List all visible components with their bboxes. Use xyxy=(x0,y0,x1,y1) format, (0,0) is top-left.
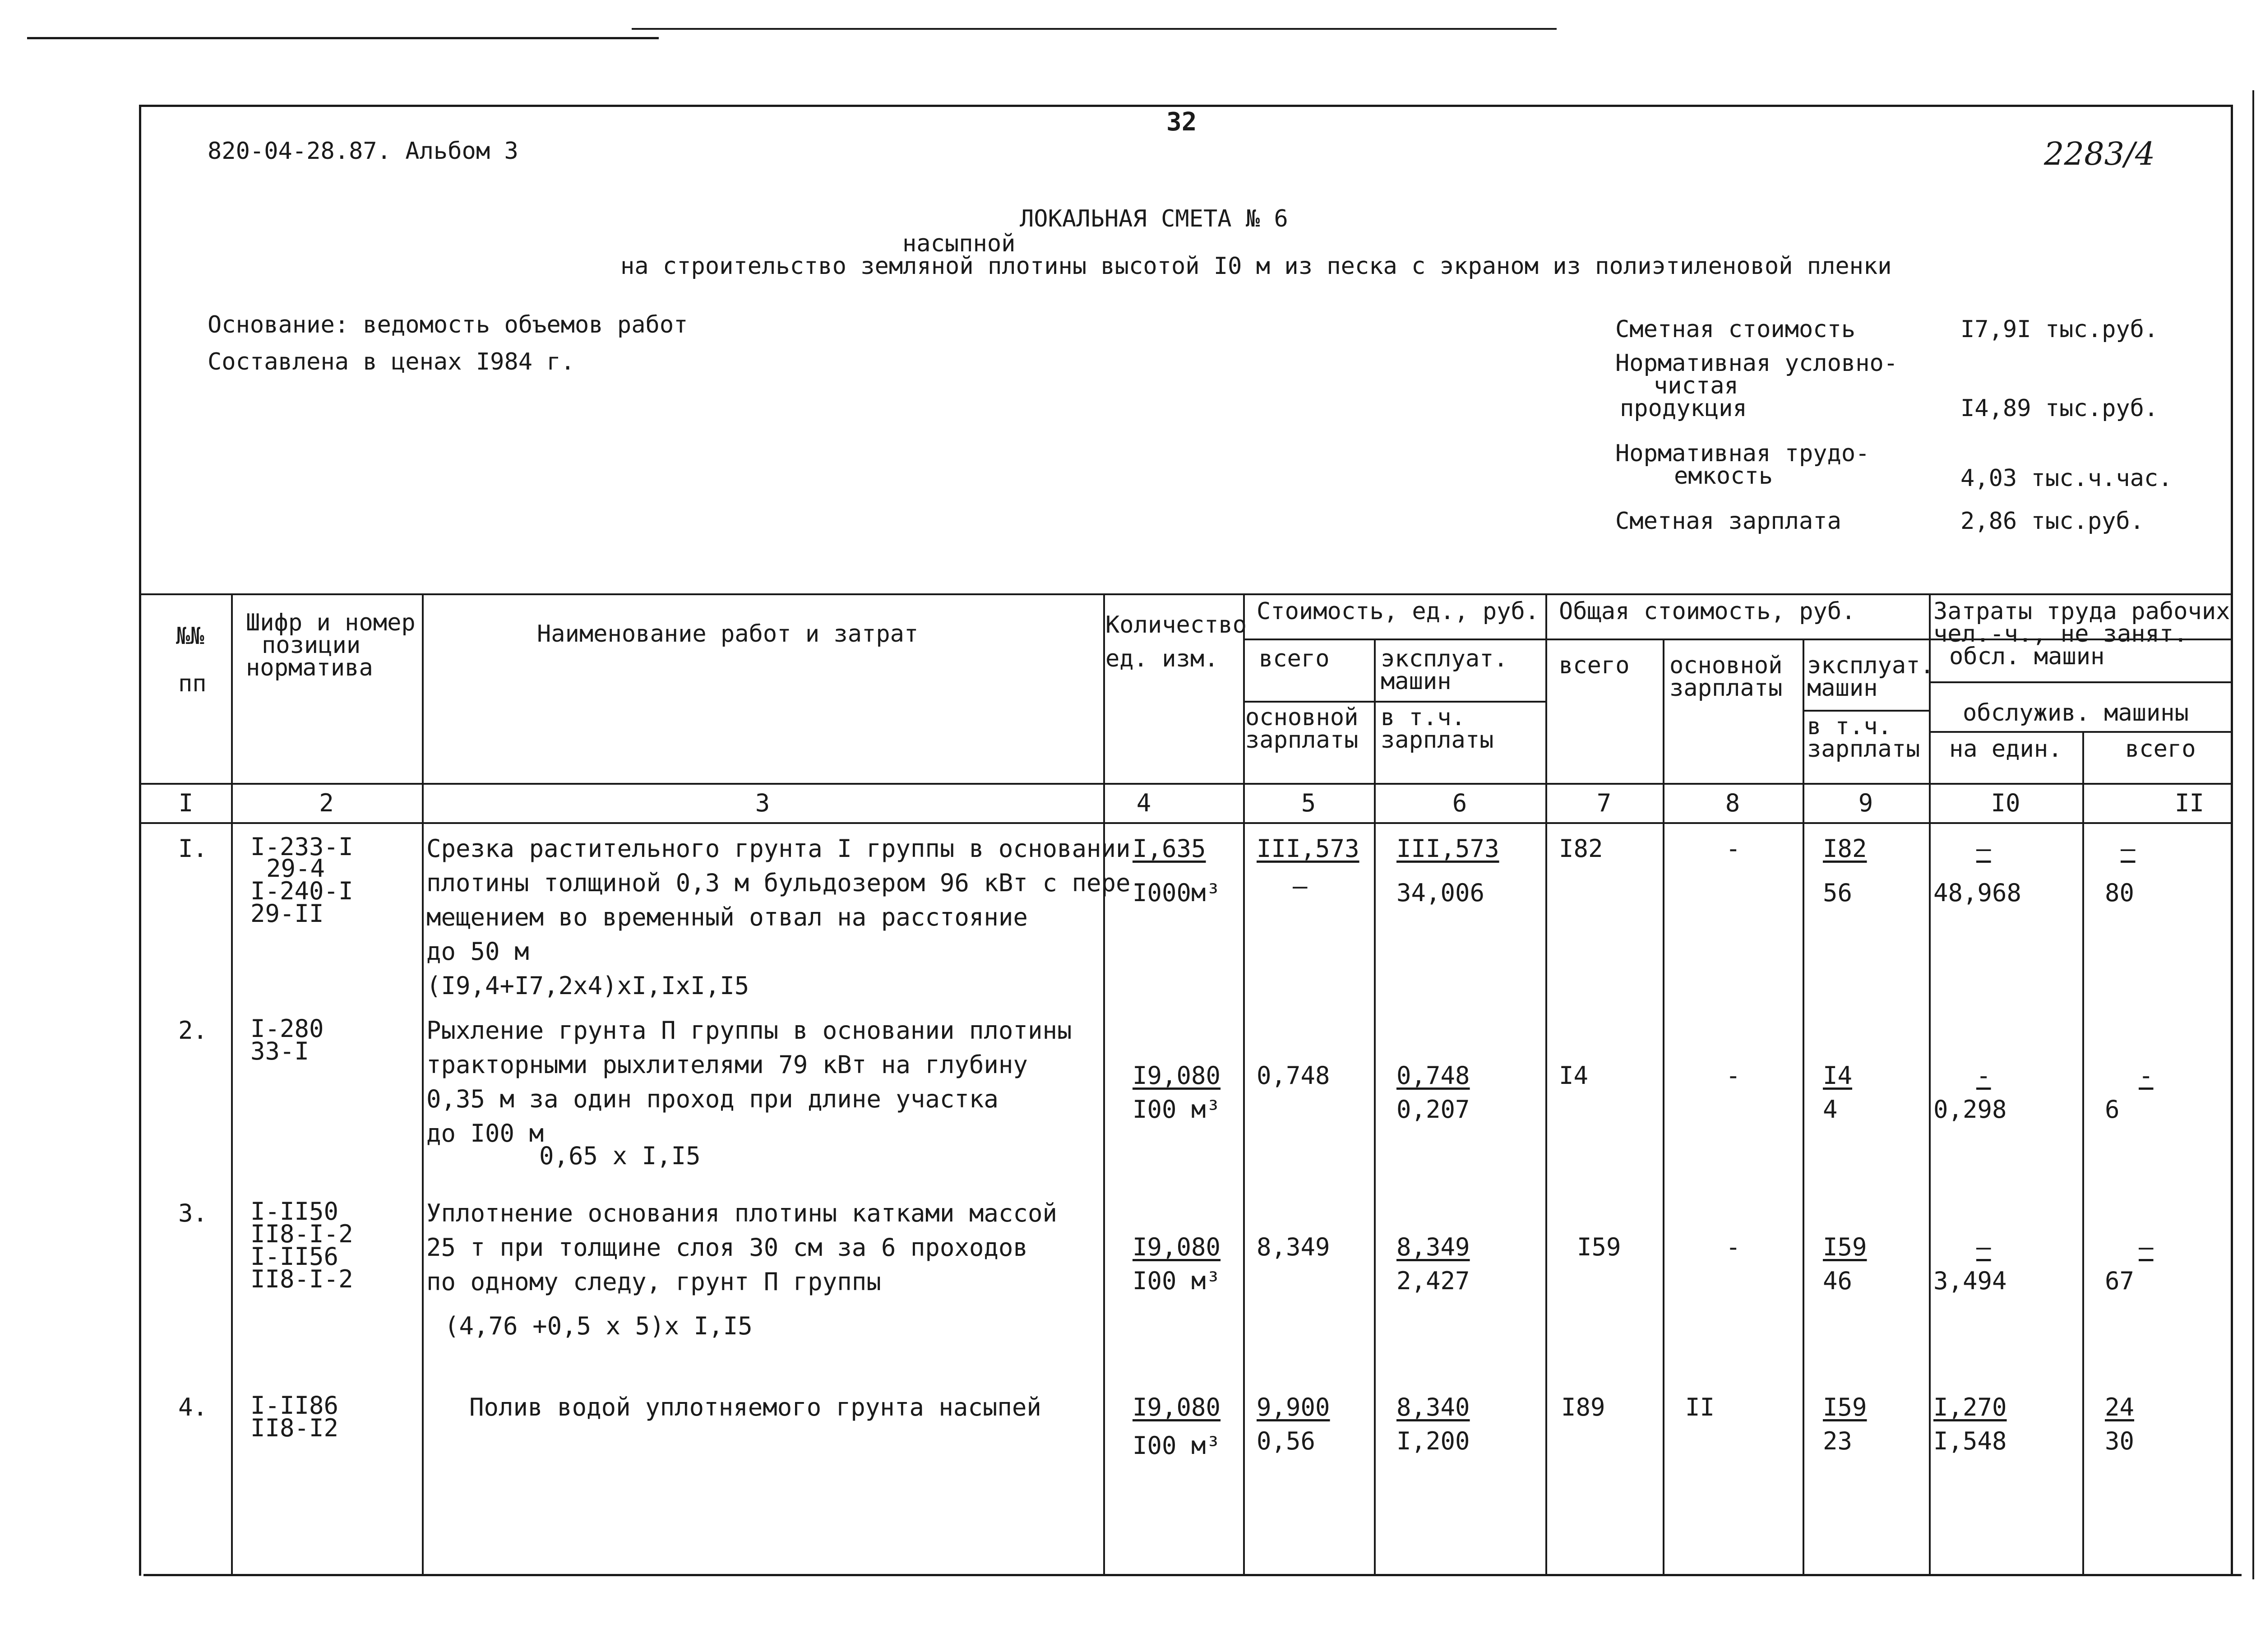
row-c8: - xyxy=(1726,1233,1741,1261)
column-number: II xyxy=(2174,789,2204,817)
header-unit-incl: зарплаты xyxy=(1381,727,1494,754)
frame-right xyxy=(2231,105,2233,1576)
header-total-all: всего xyxy=(1559,652,1630,679)
row-c6a: 8,349 xyxy=(1396,1233,1470,1261)
row-c10a: I,270 xyxy=(1933,1393,2007,1421)
header-code: норматива xyxy=(246,654,373,681)
row-code: I-233-I xyxy=(250,833,353,861)
row-c10b: 3,494 xyxy=(1933,1267,2007,1295)
title-insert: насыпной xyxy=(902,230,1016,257)
row-c9a: I4 xyxy=(1823,1061,1853,1090)
summary-labor-label: Нормативная трудо- xyxy=(1615,440,1870,467)
row-unit: I00 м³ xyxy=(1133,1431,1221,1460)
column-number: 8 xyxy=(1725,789,1740,817)
row-c11b: 6 xyxy=(2105,1095,2120,1124)
row-code: 29-4 xyxy=(266,854,325,883)
row-number: 4. xyxy=(178,1393,208,1421)
row-name: 25 т при толщине слоя 30 см за 6 проходов xyxy=(426,1233,1028,1262)
summary-cost-label: Сметная стоимость xyxy=(1615,316,1856,343)
margin-right-line xyxy=(2252,90,2254,1579)
row-c10b: 48,968 xyxy=(1933,879,2022,907)
row-c10b: 0,298 xyxy=(1933,1095,2007,1124)
header-labor: Затраты труда рабочих xyxy=(1933,598,2230,625)
row-c6b: 2,427 xyxy=(1396,1267,1470,1295)
header-total-mach: машин xyxy=(1807,675,1878,702)
page-number: 32 xyxy=(1166,107,1197,137)
table-header-divider xyxy=(1929,731,2232,733)
row-formula: 0,65 х I,I5 xyxy=(539,1142,701,1170)
row-c5b: 0,56 xyxy=(1257,1427,1316,1455)
summary-net-label: Нормативная условно- xyxy=(1615,350,1898,377)
row-c7: I89 xyxy=(1561,1393,1605,1421)
header-total-incl: в т.ч. xyxy=(1807,713,1892,740)
col-line xyxy=(1374,639,1376,1575)
row-c7: I82 xyxy=(1559,834,1603,863)
column-number: 3 xyxy=(755,789,770,817)
row-code: II8-I2 xyxy=(250,1414,339,1442)
header-name: Наименование работ и затрат xyxy=(537,620,919,648)
row-c6b: 34,006 xyxy=(1396,879,1485,907)
header-unit-base: основной xyxy=(1245,704,1359,731)
row-name: до 50 м xyxy=(426,937,529,966)
header-unit-mach: машин xyxy=(1381,668,1452,695)
col-line xyxy=(2082,731,2084,1575)
handwritten-mark: 2283/4 xyxy=(2044,135,2155,172)
row-formula: (4,76 +0,5 х 5)х I,I5 xyxy=(444,1312,753,1340)
header-totalcost: Общая стоимость, руб. xyxy=(1559,598,1856,625)
header-qty: ед. изм. xyxy=(1105,645,1219,672)
frame-left xyxy=(139,105,141,1576)
summary-labor-value: 4,03 тыс.ч.час. xyxy=(1960,465,2173,492)
row-c11a: 24 xyxy=(2105,1393,2135,1421)
col-line xyxy=(1929,593,1931,1575)
scan-edge-line xyxy=(632,28,1557,30)
row-c10a: - xyxy=(1976,1061,1991,1090)
doc-code: 820-04-28.87. Альбом 3 xyxy=(208,138,518,165)
row-name: тракторными рыхлителями 79 кВт на глубину xyxy=(426,1050,1028,1079)
estimate-title: ЛОКАЛЬНАЯ СМЕТА № 6 xyxy=(1020,205,1288,232)
header-unit-total: всего xyxy=(1259,645,1330,672)
row-code: I-240-I xyxy=(250,877,353,905)
row-name: Полив водой уплотняемого грунта насыпей xyxy=(469,1393,1041,1421)
row-c11b: 80 xyxy=(2105,879,2135,907)
column-number: I xyxy=(178,789,194,817)
header-total-mach: эксплуат. xyxy=(1807,652,1934,679)
col-line xyxy=(1243,593,1245,1575)
row-qty: I9,080 xyxy=(1133,1393,1221,1421)
row-name: плотины толщиной 0,3 м бульдозером 96 кВт с пере- xyxy=(426,869,1146,897)
frame-top xyxy=(139,105,2233,107)
row-c11a: — xyxy=(2139,1233,2154,1261)
row-c9b: 56 xyxy=(1823,879,1853,907)
row-c6a: 0,748 xyxy=(1396,1061,1470,1090)
row-number: 3. xyxy=(178,1199,208,1227)
row-c9a: I59 xyxy=(1823,1233,1867,1261)
header-unitcost: Стоимость, ед., руб. xyxy=(1257,598,1539,625)
row-unit: I00 м³ xyxy=(1133,1095,1221,1124)
header-unit-base: зарплаты xyxy=(1245,727,1359,754)
row-c8: - xyxy=(1726,834,1741,863)
header-qty: Количество xyxy=(1105,611,1247,639)
summary-cost-value: I7,9I тыс.руб. xyxy=(1960,316,2159,343)
row-c11b: 30 xyxy=(2105,1427,2135,1455)
col-line xyxy=(1803,639,1804,1575)
header-serv: обслужив. машины xyxy=(1963,699,2189,727)
column-number: 2 xyxy=(319,789,334,817)
row-name: до I00 м xyxy=(426,1119,544,1148)
row-c10a: — xyxy=(1976,834,1991,863)
row-number: I. xyxy=(178,834,208,863)
col-line xyxy=(1663,639,1664,1575)
header-labor: обсл. машин xyxy=(1949,643,2105,670)
row-c11b: 67 xyxy=(2105,1267,2135,1295)
summary-net-value: I4,89 тыс.руб. xyxy=(1960,395,2159,422)
row-c10a: — xyxy=(1976,1233,1991,1261)
row-unit: I00 м³ xyxy=(1133,1267,1221,1295)
column-number: 9 xyxy=(1858,789,1873,817)
column-number: I0 xyxy=(1991,789,2020,817)
col-line xyxy=(422,593,424,1575)
header-labor: чел.-ч., не занят. xyxy=(1933,620,2188,648)
row-code: I-II56 xyxy=(250,1242,339,1271)
row-c8: II xyxy=(1685,1393,1715,1421)
row-qty: I,635 xyxy=(1133,834,1206,863)
column-number: 4 xyxy=(1136,789,1151,817)
row-name: 0,35 м за один проход при длине участка xyxy=(426,1085,999,1113)
summary-wage-value: 2,86 тыс.руб. xyxy=(1960,508,2144,535)
header-total-incl: зарплаты xyxy=(1807,736,1920,763)
row-qty: I9,080 xyxy=(1133,1233,1221,1261)
row-c5b: — xyxy=(1293,872,1308,900)
row-c6a: III,573 xyxy=(1396,834,1499,863)
col-line xyxy=(1545,593,1547,1575)
row-code: I-280 xyxy=(250,1014,324,1043)
summary-net-label: чистая xyxy=(1654,372,1738,399)
row-c9a: I82 xyxy=(1823,834,1867,863)
row-formula: (I9,4+I7,2х4)хI,IхI,I5 xyxy=(426,972,749,1000)
table-top-line xyxy=(141,593,2232,595)
header-per-unit: на един. xyxy=(1949,736,2062,763)
row-name: по одному следу, грунт П группы xyxy=(426,1268,881,1296)
row-c5a: 0,748 xyxy=(1257,1061,1330,1090)
header-total-base: зарплаты xyxy=(1669,675,1783,702)
column-number: 7 xyxy=(1596,789,1612,817)
row-c5a: III,573 xyxy=(1257,834,1359,863)
row-unit: I000м³ xyxy=(1133,879,1221,907)
row-code: I-II50 xyxy=(250,1197,339,1226)
row-code: I-II86 xyxy=(250,1391,339,1420)
header-num: №№ xyxy=(176,623,204,650)
row-code: II8-I-2 xyxy=(250,1265,353,1293)
row-qty: I9,080 xyxy=(1133,1061,1221,1090)
header-unit-incl: в т.ч. xyxy=(1381,704,1465,731)
header-num: пп xyxy=(178,670,207,697)
row-c5a: 9,900 xyxy=(1257,1393,1330,1421)
prices-text: Составлена в ценах I984 г. xyxy=(208,348,575,375)
row-code: II8-I-2 xyxy=(250,1220,353,1248)
row-name: Рыхление грунта П группы в основании плотины xyxy=(426,1016,1072,1045)
table-header-divider xyxy=(1929,681,2232,683)
column-numbers-bottom xyxy=(141,822,2232,824)
summary-net-label: продукция xyxy=(1620,395,1747,422)
row-code: 29-II xyxy=(250,899,324,928)
col-line xyxy=(1103,593,1105,1575)
row-c7: I59 xyxy=(1577,1233,1621,1261)
header-unit-mach: эксплуат. xyxy=(1381,645,1508,672)
row-name: мещением во временный отвал на расстояние xyxy=(426,903,1028,931)
header-code: Шифр и номер xyxy=(246,609,416,636)
table-header-divider xyxy=(1803,710,1929,712)
row-c9b: 23 xyxy=(1823,1427,1853,1455)
row-c11a: - xyxy=(2139,1061,2154,1090)
row-number: 2. xyxy=(178,1016,208,1045)
table-header-divider xyxy=(1243,701,1546,703)
header-all: всего xyxy=(2125,736,2196,763)
frame-bottom xyxy=(143,1574,2242,1576)
summary-labor-label: емкость xyxy=(1674,463,1773,490)
row-c7: I4 xyxy=(1559,1061,1589,1090)
row-code: 33-I xyxy=(250,1037,310,1065)
col-line xyxy=(231,593,233,1575)
row-c6b: 0,207 xyxy=(1396,1095,1470,1124)
header-code: позиции xyxy=(262,632,361,659)
summary-wage-label: Сметная зарплата xyxy=(1615,508,1841,535)
estimate-subtitle: на строительство земляной плотины высотой I0 м из песка с экраном из полиэтиленовой пленки xyxy=(620,253,1892,280)
row-c5a: 8,349 xyxy=(1257,1233,1330,1261)
basis-text: Основание: ведомость объемов работ xyxy=(208,311,688,338)
row-c9b: 46 xyxy=(1823,1267,1853,1295)
row-name: Уплотнение основания плотины катками массой xyxy=(426,1199,1057,1227)
column-number: 5 xyxy=(1301,789,1316,817)
table-header-bottom xyxy=(141,783,2232,785)
header-total-base: основной xyxy=(1669,652,1783,679)
row-c10b: I,548 xyxy=(1933,1427,2007,1455)
column-number: 6 xyxy=(1452,789,1467,817)
row-c6a: 8,340 xyxy=(1396,1393,1470,1421)
row-name: Срезка растительного грунта I группы в основании xyxy=(426,834,1131,863)
row-c9b: 4 xyxy=(1823,1095,1838,1124)
row-c11a: — xyxy=(2121,834,2136,863)
row-c9a: I59 xyxy=(1823,1393,1867,1421)
row-c6b: I,200 xyxy=(1396,1427,1470,1455)
row-c8: - xyxy=(1726,1061,1741,1090)
scan-edge-line xyxy=(27,37,659,39)
